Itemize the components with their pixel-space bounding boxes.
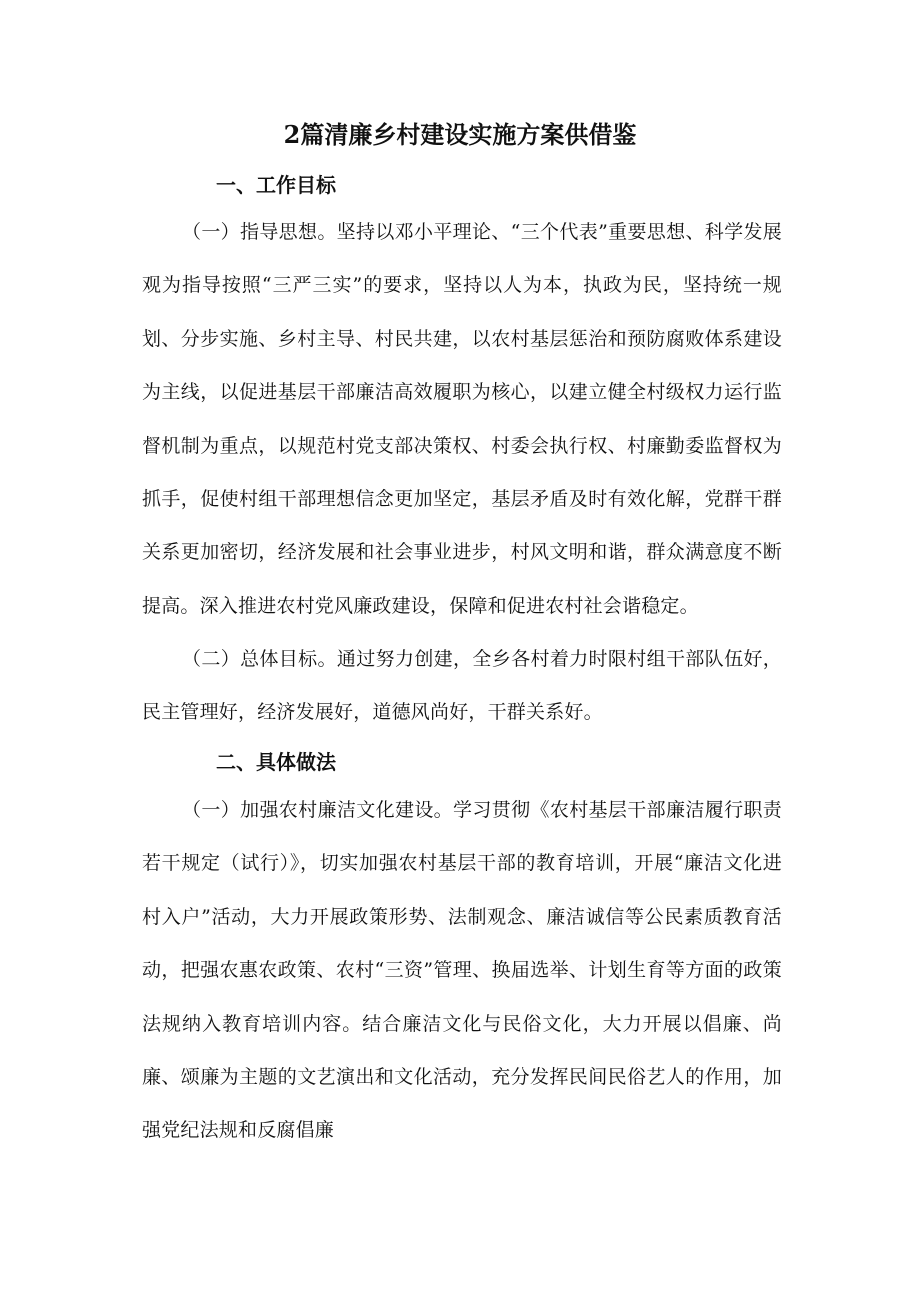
paragraph-guiding-ideology: （一）指导思想。坚持以邓小平理论、“三个代表”重要思想、科学发展观为指导按照“三严三实”的要求，坚持以人为本，执政为民，坚持统一规划、分步实施、乡村主导、村民共建，以农村基层惩治和预防腐败体系建设为主线，以促进基层干部廉洁高效履职为核心，以建立健全村级权力运行监督机制为重点，以规范村党支部决策权、村委会执行权、村廉勤委监督权为抓手，促使村组干部理想信念更加坚定，基层矛盾及时有效化解，党群干群关系更加密切，经济发展和社会事业进步，村风文明和谐，群众满意度不断提高。深入推进农村党风廉政建设，保障和促进农村社会谐稳定。	[142, 221, 782, 617]
section-heading-work-goals: 一、工作目标	[216, 173, 336, 197]
paragraph-overall-goal: （二）总体目标。通过努力创建，全乡各村着力时限村组干部队伍好，民主管理好，经济发展好，道德风尚好，干群关系好。	[142, 648, 782, 724]
document-title: 2篇清廉乡村建设实施方案供借鉴	[283, 120, 637, 149]
section-heading-specific-practices: 二、具体做法	[216, 750, 336, 774]
paragraph-clean-culture: （一）加强农村廉洁文化建设。学习贯彻《农村基层干部廉洁履行职责若干规定（试行）》，切实加强农村基层干部的教育培训，开展“廉洁文化进村入户”活动，大力开展政策形势、法制观念、廉洁诚信等公民素质教育活动，把强农惠农政策、农村“三资”管理、换届选举、计划生育等方面的政策法规纳入教育培训内容。结合廉洁文化与民俗文化，大力开展以倡廉、尚廉、颂廉为主题的文艺演出和文化活动，充分发挥民间民俗艺人的作用，加强党纪法规和反腐倡廉	[142, 799, 782, 1142]
